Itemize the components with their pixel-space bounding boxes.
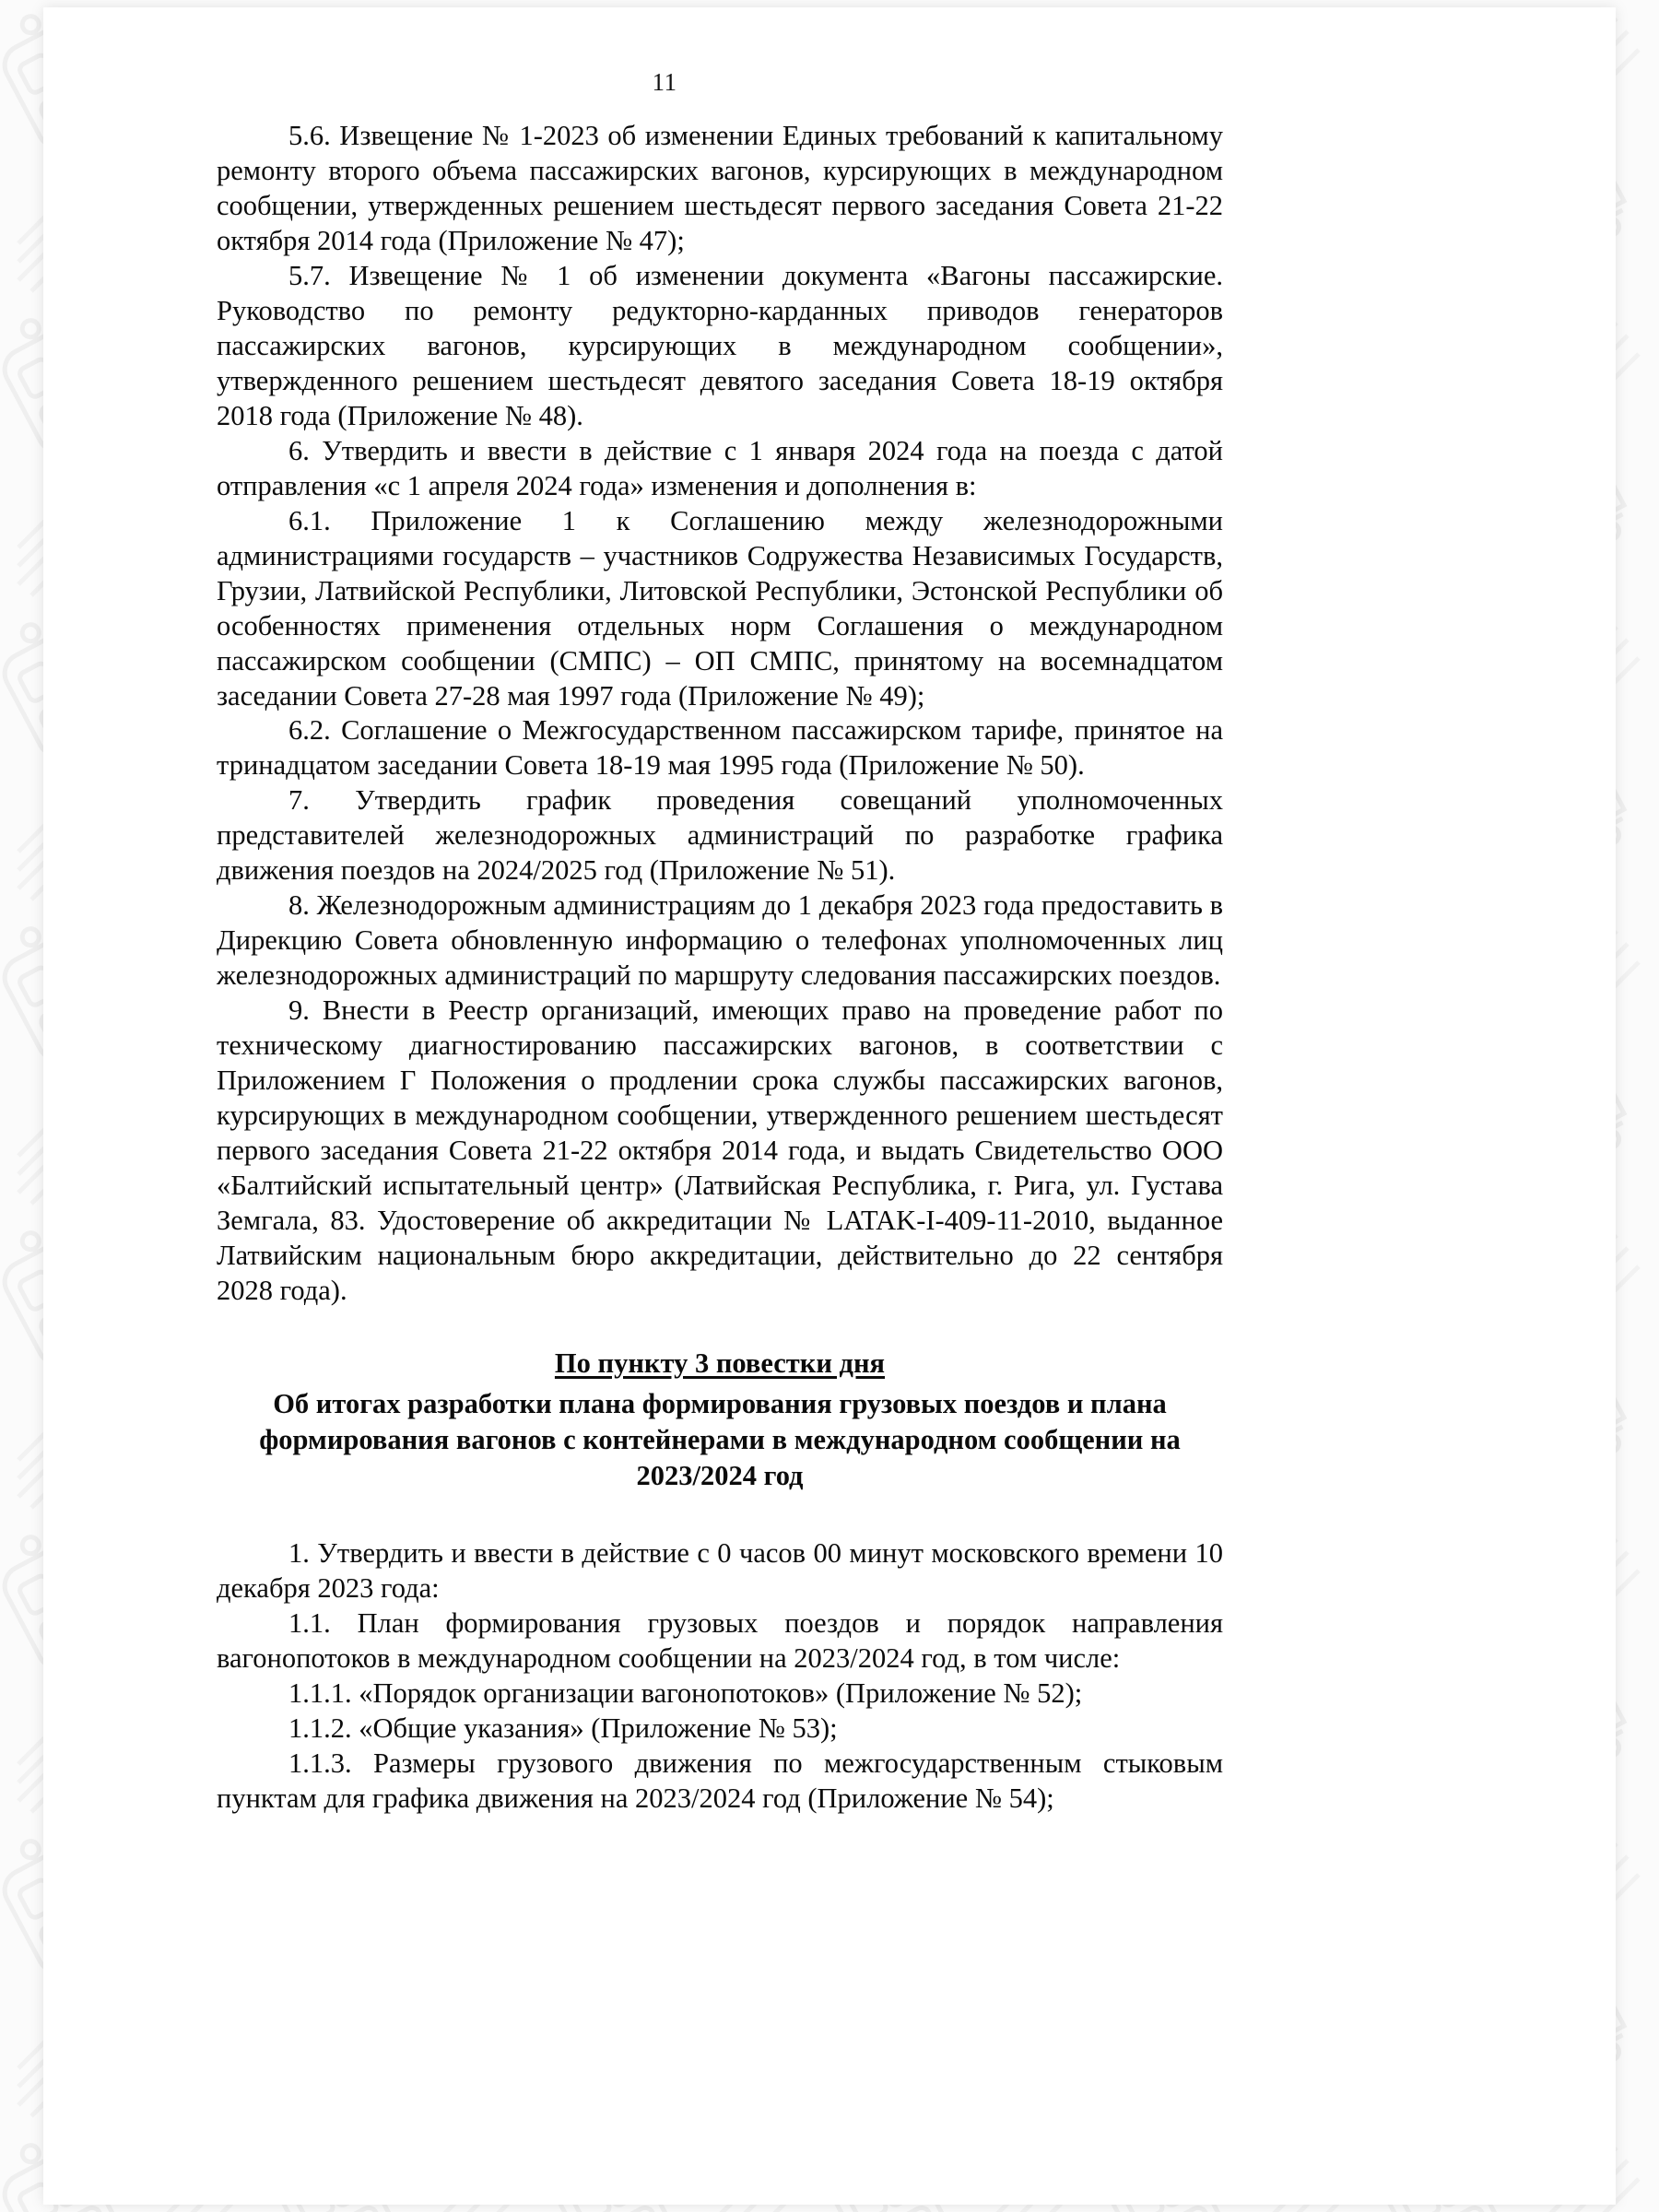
paragraph-6-2: 6.2. Соглашение о Межгосударственном пассажирском тарифе, принятое на тринадцатом заседании Совета 18-19 мая 1995 года (Приложение № 50). [217, 714, 1223, 782]
document-page-sheet [43, 7, 1616, 2205]
section-heading-block [172, 1346, 1260, 1494]
paragraph-5-7: 5.7. Извещение № 1 об изменении документа «Вагоны пассажирские. Руководство по ремонту редукторно-карданных приводов генераторов пассажирских вагонов, курсирующих в международном сообщении», утвержденного решением шестьдесят девятого заседания Совета 18-19 октября 2018 года (Приложение № 48). [217, 259, 1223, 431]
agenda-item-heading: По пункту 3 повестки дня [554, 1347, 886, 1379]
paragraph-1-1-1: 1.1.1. «Порядок организации вагонопотоков» (Приложение № 52); [288, 1677, 1083, 1710]
paragraph-6: 6. Утвердить и ввести в действие с 1 января 2024 года на поезда с датой отправления «с 1 апреля 2024 года» изменения и дополнения в: [217, 434, 1223, 501]
paragraph-1-1: 1.1. План формирования грузовых поездов и порядок направления вагонопотоков в международном сообщении на 2023/2024 год, в том числе: [217, 1607, 1223, 1675]
paragraph-7: 7. Утвердить график проведения совещаний уполномоченных представителей железнодорожных администраций по разработке графика движения поездов на 2024/2025 год (Приложение № 51). [217, 784, 1223, 887]
page-content-column [172, 7, 1260, 2205]
paragraph-1-1-3: 1.1.3. Размеры грузового движения по межгосударственным стыковым пунктам для графика движения на 2023/2024 год (Приложение № 54); [217, 1747, 1223, 1814]
paragraph-1-1-2: 1.1.2. «Общие указания» (Приложение № 53); [288, 1712, 838, 1744]
body-text-block-after-heading [172, 1536, 1260, 1817]
paragraph-5-6: 5.6. Извещение № 1-2023 об изменении Единых требований к капитальному ремонту второго объема пассажирских вагонов, курсирующих в международном сообщении, утвержденных решением шестьдесят первого заседания Совета 21-22 октября 2014 года (Приложение № 47); [217, 120, 1223, 256]
section-title: Об итогах разработки плана формирования грузовых поездов и плана формирования вагонов с контейнерами в международном сообщении на 2023/2024 год [259, 1388, 1181, 1492]
page-number: 11 [652, 68, 677, 96]
paragraph-1: 1. Утвердить и ввести в действие с 0 часов 00 минут московского времени 10 декабря 2023 года: [217, 1537, 1223, 1605]
body-text-block [172, 119, 1260, 1309]
paragraph-9: 9. Внести в Реестр организаций, имеющих право на проведение работ по техническому диагностированию пассажирских вагонов, в соответствии с Приложением Г Положения о продлении срока службы пассажирских вагонов, курсирующих в международном сообщении, утвержденного решением шестьдесят первого заседания Совета 21-22 октября 2014 года, и выдать Свидетельство ООО «Балтийский испытательный центр» (Латвийская Республика, г. Рига, ул. Густава Земгала, 83. Удостоверение об аккредитации № LATAK-I-409-11-2010, выданное Латвийским национальным бюро аккредитации, действительно до 22 сентября 2028 года). [217, 994, 1223, 1306]
paragraph-6-1: 6.1. Приложение 1 к Соглашению между железнодорожными администрациями государств – участников Содружества Независимых Государств, Грузии, Латвийской Республики, Литовской Республики, Эстонской Республики об особенностях применения отдельных норм Соглашения о международном пассажирском сообщении (СМПС) – ОП СМПС, принятому на восемнадцатом заседании Совета 27-28 мая 1997 года (Приложение № 49); [217, 504, 1223, 712]
paragraph-8: 8. Железнодорожным администрациям до 1 декабря 2023 года предоставить в Дирекцию Совета обновленную информацию о телефонах уполномоченных лиц железнодорожных администраций по маршруту следования пассажирских поездов. [217, 889, 1223, 992]
